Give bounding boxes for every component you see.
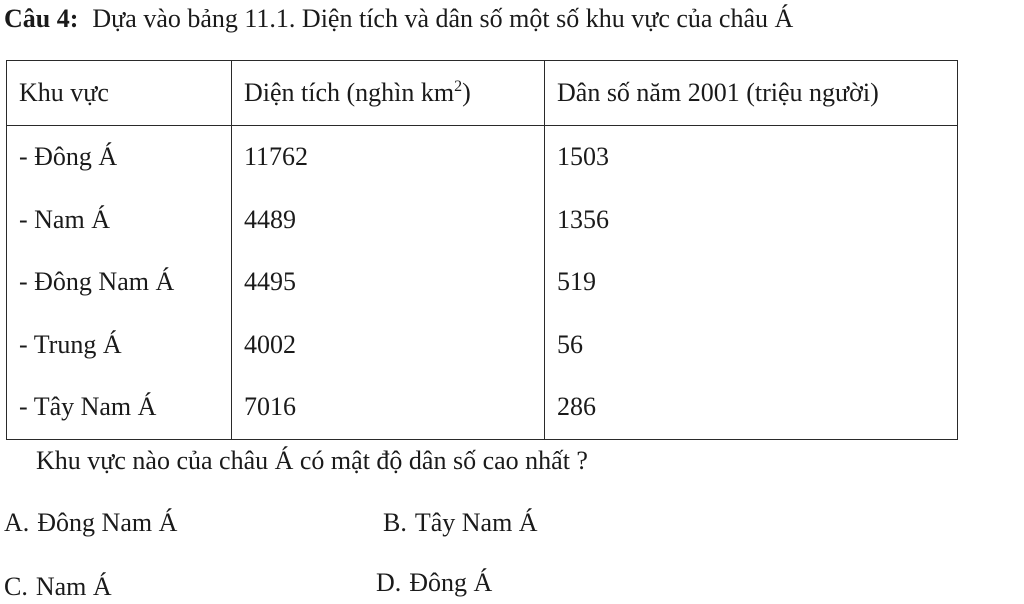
header-population: Dân số năm 2001 (triệu người) xyxy=(545,61,958,126)
cell-population: 1356 xyxy=(545,189,958,252)
cell-area: 4002 xyxy=(232,314,545,377)
table-row xyxy=(7,314,958,377)
table-row xyxy=(7,126,958,189)
table-row xyxy=(7,251,958,314)
option-d-text: Đông Á xyxy=(409,568,493,597)
cell-region: - Đông Á xyxy=(7,126,232,189)
cell-area: 4495 xyxy=(232,251,545,314)
table-row xyxy=(7,376,958,439)
option-a-letter: A. xyxy=(4,508,30,537)
table-row xyxy=(7,189,958,252)
option-a-text: Đông Nam Á xyxy=(37,508,178,537)
header-area-superscript: 2 xyxy=(454,78,463,95)
cell-region: - Trung Á xyxy=(7,314,232,377)
cell-area: 11762 xyxy=(232,126,545,189)
header-region: Khu vực xyxy=(7,61,232,126)
cell-area: 7016 xyxy=(232,376,545,439)
cell-population: 286 xyxy=(545,376,958,439)
cell-region: - Nam Á xyxy=(7,189,232,252)
option-b-letter: B. xyxy=(383,508,407,537)
option-c[interactable] xyxy=(4,570,112,604)
option-b-text: Tây Nam Á xyxy=(414,508,538,537)
option-a[interactable] xyxy=(4,506,177,540)
question-label: Câu 4: xyxy=(4,4,79,33)
cell-population: 519 xyxy=(545,251,958,314)
question-prompt: Khu vực nào của châu Á có mật độ dân số cao nhất ? xyxy=(36,446,588,475)
option-c-letter: C. xyxy=(4,572,28,601)
cell-population: 56 xyxy=(545,314,958,377)
cell-region: - Đông Nam Á xyxy=(7,251,232,314)
question-text: Dựa vào bảng 11.1. Diện tích và dân số một số khu vực của châu Á xyxy=(92,4,794,33)
header-area xyxy=(232,61,545,126)
cell-population: 1503 xyxy=(545,126,958,189)
option-d[interactable] xyxy=(376,566,492,600)
option-b[interactable] xyxy=(383,506,538,540)
table-header-row xyxy=(7,61,958,126)
option-d-letter: D. xyxy=(376,568,402,597)
header-area-text: Diện tích (nghìn km xyxy=(244,78,455,107)
cell-region: - Tây Nam Á xyxy=(7,376,232,439)
option-c-text: Nam Á xyxy=(35,572,112,601)
data-table xyxy=(6,60,958,440)
question-header xyxy=(4,2,793,36)
cell-area: 4489 xyxy=(232,189,545,252)
header-area-close: ) xyxy=(462,78,471,107)
